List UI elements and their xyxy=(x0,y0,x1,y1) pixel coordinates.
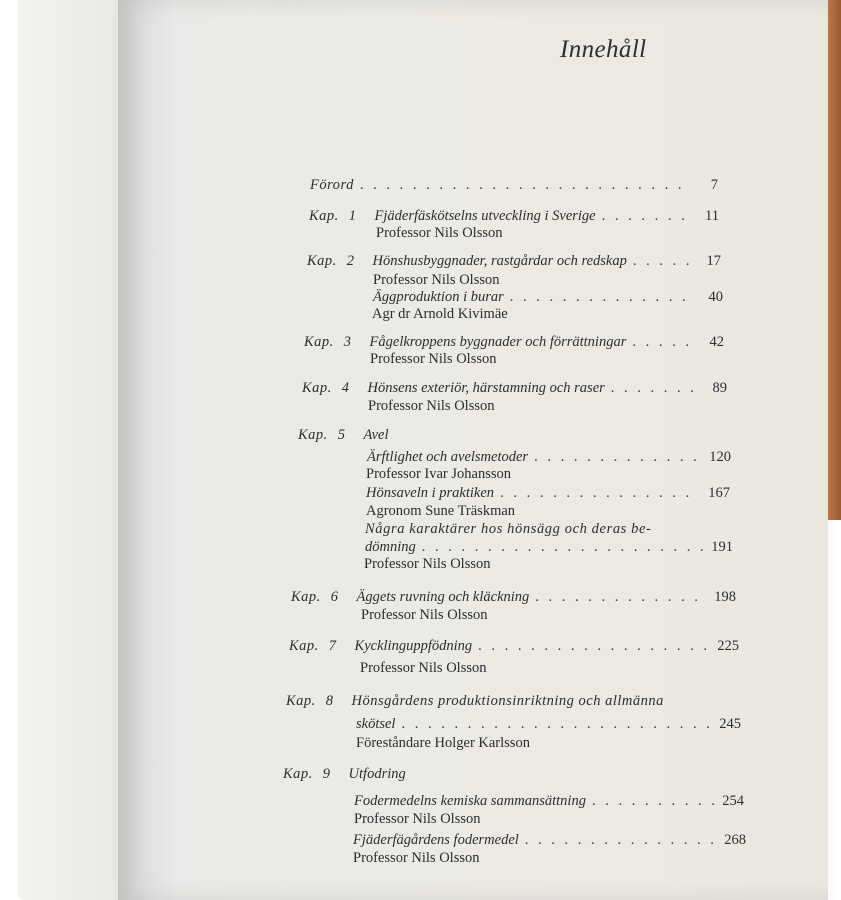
section-title: Fodermedelns kemiska sammansättning xyxy=(354,793,586,809)
page-number: 40 xyxy=(708,289,723,305)
section-title: Äggproduktion i burar xyxy=(373,289,504,305)
chapter-title: Utfodring xyxy=(348,766,406,782)
toc-subentry-continued xyxy=(365,539,733,556)
chapter-title: Fjäderfäskötselns utveckling i Sverige xyxy=(374,208,596,224)
chapter-label: Kap. xyxy=(289,638,319,654)
leader-dots xyxy=(500,485,700,502)
chapter-author: Professor Nils Olsson xyxy=(370,351,497,367)
chapter-number: 1 xyxy=(348,208,357,224)
section-author: Professor Ivar Johansson xyxy=(366,466,511,482)
page-number: 245 xyxy=(719,716,741,732)
chapter-title: Hönsgårdens produktionsinriktning och allmänna xyxy=(351,693,664,709)
chapter-title-continued: skötsel xyxy=(356,716,396,732)
leader-dots xyxy=(592,793,714,810)
toc-entry-kap-9 xyxy=(283,766,406,783)
toc-entry-continued xyxy=(356,716,741,733)
chapter-title: Kycklinguppfödning xyxy=(354,638,473,654)
toc-entry-kap-8 xyxy=(286,693,664,710)
chapter-title: Fågelkroppens byggnader och förrättningar xyxy=(369,334,627,350)
leader-dots xyxy=(478,638,709,655)
leader-dots xyxy=(633,253,691,270)
chapter-author: Professor Nils Olsson xyxy=(360,660,487,676)
toc-entry-kap-6 xyxy=(291,589,736,606)
chapter-label: Kap. xyxy=(291,589,321,605)
section-title-continued: dömning xyxy=(365,539,416,555)
page-number: 17 xyxy=(706,253,721,269)
leader-dots xyxy=(632,334,694,351)
chapter-label: Kap. xyxy=(283,766,313,782)
page-heading: Innehåll xyxy=(560,36,647,63)
chapter-number: 8 xyxy=(325,693,334,709)
chapter-number: 3 xyxy=(343,334,352,350)
page-number: 89 xyxy=(712,380,727,396)
chapter-author: Professor Nils Olsson xyxy=(376,225,503,241)
page-number: 268 xyxy=(724,832,746,848)
page-number: 11 xyxy=(705,208,719,224)
toc-subentry xyxy=(365,521,651,538)
chapter-label: Kap. xyxy=(298,427,328,443)
chapter-number: 2 xyxy=(346,253,355,269)
toc-entry-forord xyxy=(310,177,718,194)
toc-subentry xyxy=(353,832,746,849)
section-title: Några karaktärer hos hönsägg och deras be- xyxy=(365,521,652,537)
chapter-number: 5 xyxy=(337,427,346,443)
chapter-author: Professor Nils Olsson xyxy=(361,607,488,623)
section-author: Agr dr Arnold Kivimäe xyxy=(372,306,508,322)
chapter-label: Kap. xyxy=(309,208,339,224)
leader-dots xyxy=(401,716,711,733)
toc-entry-kap-2 xyxy=(307,253,721,270)
chapter-title: Hönsens exteriör, härstamning och raser xyxy=(367,380,605,396)
toc-subentry xyxy=(366,485,730,502)
chapter-label: Kap. xyxy=(286,693,316,709)
chapter-number: 4 xyxy=(341,380,350,396)
page-number: 254 xyxy=(722,793,744,809)
toc-entry-kap-3 xyxy=(304,334,724,351)
toc-entry-kap-4 xyxy=(302,380,727,397)
section-author: Agronom Sune Träskman xyxy=(366,503,516,519)
section-author: Professor Nils Olsson xyxy=(354,811,481,827)
chapter-number: 6 xyxy=(330,589,339,605)
chapter-label: Kap. xyxy=(307,253,337,269)
chapter-number: 7 xyxy=(328,638,337,654)
leader-dots xyxy=(525,832,716,849)
toc-subentry xyxy=(367,449,731,466)
chapter-title: Avel xyxy=(363,427,389,443)
leader-dots xyxy=(510,289,693,306)
chapter-author: Professor Nils Olsson xyxy=(373,272,500,288)
page-number: 7 xyxy=(710,177,718,193)
page-number: 167 xyxy=(708,485,730,501)
chapter-label: Kap. xyxy=(302,380,332,396)
toc-entry-kap-1 xyxy=(309,208,719,225)
chapter-label: Kap. xyxy=(304,334,334,350)
chapter-title: Äggets ruvning och kläckning xyxy=(356,589,530,605)
section-title: Hönsaveln i praktiken xyxy=(366,485,495,501)
leader-dots xyxy=(360,177,688,194)
chapter-author: Föreståndare Holger Karlsson xyxy=(356,735,530,751)
toc-entry-kap-7 xyxy=(289,638,739,655)
toc-subentry xyxy=(354,793,744,810)
leader-dots xyxy=(534,449,701,466)
leader-dots xyxy=(602,208,689,225)
page-number: 42 xyxy=(709,334,724,350)
leader-dots xyxy=(422,539,703,556)
section-title: Ärftlighet och avelsmetoder xyxy=(367,449,529,465)
chapter-number: 9 xyxy=(322,766,331,782)
page-number: 225 xyxy=(717,638,739,654)
leader-dots xyxy=(535,589,706,606)
page-number: 120 xyxy=(709,449,731,465)
section-author: Professor Nils Olsson xyxy=(353,850,480,866)
chapter-title: Hönshusbyggnader, rastgårdar och redskap xyxy=(372,253,627,269)
toc-subentry xyxy=(373,289,723,306)
entry-title: Förord xyxy=(310,177,354,193)
section-author: Professor Nils Olsson xyxy=(364,556,491,572)
page-number: 198 xyxy=(714,589,736,605)
section-title: Fjäderfägårdens fodermedel xyxy=(353,832,519,848)
leader-dots xyxy=(611,380,697,397)
page-number: 191 xyxy=(711,539,733,555)
chapter-author: Professor Nils Olsson xyxy=(368,398,495,414)
toc-entry-kap-5 xyxy=(298,427,389,444)
